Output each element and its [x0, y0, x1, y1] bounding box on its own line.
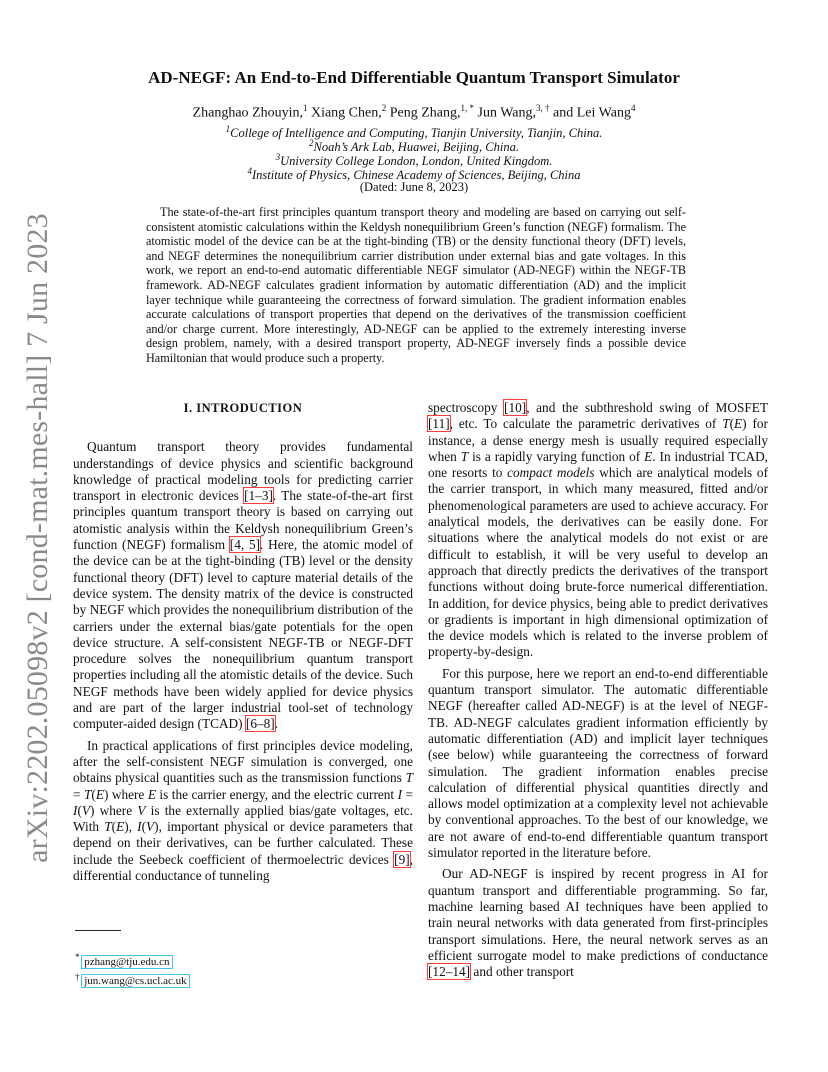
footnote-divider: [75, 930, 121, 931]
math-var: T: [722, 416, 730, 432]
text-run: ),: [124, 819, 138, 835]
math-var: T: [405, 770, 413, 786]
intro-paragraph-3: For this purpose, here we report an end-to-end differentiable quantum transport simulator. The automatic differentiable NEGF (hereafter called AD-NEGF) is at the level of NEGF-TB. AD-NEGF calculates gradient information efficiently by automatic differentiation (AD) and implicit layer techniques (see below) while guaranteeing the correctness of forward simulation. The gradient information enables precise calculation of differential physical quantities directly and allows model optimization at a complexity level not achievable by conventional approaches. To the best of our knowledge, we are not aware of end-to-end differentiable quantum transport simulator reported in the literature before.: [428, 665, 768, 861]
math-var: T: [460, 448, 469, 464]
author-affil-sup: 1: [302, 103, 308, 113]
footnote-1: [75, 950, 189, 970]
affiliation-sup: 2: [309, 138, 314, 148]
footnotes: [75, 950, 189, 989]
citation-link[interactable]: [4, 5]: [229, 537, 261, 553]
text-run: (: [141, 819, 147, 835]
footnote-2: [75, 970, 189, 990]
affiliation-text: Institute of Physics, Chinese Academy of Sciences, Beijing, China: [251, 168, 581, 183]
footnote-mark: †: [75, 971, 80, 982]
math-var: E: [644, 448, 653, 464]
text-run: ) for instance, a dense energy mesh is usually required especially when: [428, 416, 768, 464]
text-run: . In industrial TCAD, one resorts to: [428, 448, 768, 481]
math-var: E: [734, 416, 743, 432]
math-var: I: [73, 802, 78, 818]
affiliation-text: University College London, London, United Kingdom.: [280, 154, 553, 169]
affiliation-sup: 3: [275, 152, 281, 162]
text-run: Our AD-NEGF is inspired by recent progress in AI for quantum transport and differentiable programming. So far, machine learning based AI techniques have been applied to train neural networks with data generated from first-principles transport simulations. Here, the neural network serves as an efficient surrogate model to make predictions of conductance: [428, 866, 768, 963]
affiliation-sup: 1: [225, 124, 231, 134]
author-affil-sup: 2: [381, 103, 387, 113]
math-var: V: [137, 802, 146, 818]
math-var: I: [397, 786, 403, 802]
intro-paragraph-continued: [428, 400, 768, 661]
text-run: In practical applications of first principles device modeling, after the self-consistent NEGF simulation is converged, one obtains physical quantities such as the transmission functions: [73, 737, 413, 786]
math-var: V: [146, 819, 155, 835]
text-run: ) where: [103, 786, 148, 802]
citation-link[interactable]: [12–14]: [428, 964, 471, 980]
math-var: E: [147, 786, 156, 802]
dated-line: (Dated: June 8, 2023): [359, 180, 469, 194]
text-run: =: [402, 786, 414, 802]
author-name: and Lei Wang: [553, 105, 631, 121]
left-column: [73, 398, 413, 884]
math-var: T: [83, 786, 92, 802]
text-run: , and the subthreshold swing of MOSFET: [526, 400, 768, 415]
author-name: Zhanghao Zhouyin,: [192, 105, 303, 121]
email-link[interactable]: jun.wang@cs.ucl.ac.uk: [84, 975, 187, 988]
right-column: [428, 400, 768, 980]
text-run: Quantum transport theory provides fundamental understandings of device physics and scientific background knowledge of practical modeling tools for predicting carrier transport in electronic devices: [73, 439, 413, 504]
math-var: V: [81, 802, 90, 818]
abstract: The state-of-the-art first principles quantum transport theory and modeling are based on carrying out self-consistent atomistic calculations within the Keldysh nonequilibrium Green’s function (NEGF) formalism. The atomistic model of the device can be at the tight-binding (TB) or the density functional theory (DFT) levels, and NEGF determines the nonequilibrium carrier distribution under external bias and gate voltages. In this work, we report an end-to-end automatic differentiable NEGF simulator (AD-NEGF) within the NEGF-TB framework. AD-NEGF calculates gradient information by automatic differentiation (AD) and the implicit layer technique while guaranteeing the correctness of forward simulation. The gradient information enables accurate calculations of transport properties that depend on the derivatives of the transmission coefficient and/or charge current. More interestingly, AD-NEGF can be applied to the extremely interesting inverse design problem, namely, with a desired transport property, AD-NEGF inversely finds a possible device Hamiltonian that would produce such a property.: [146, 205, 686, 365]
author-name: Xiang Chen,: [310, 105, 382, 121]
affiliation-sup: 4: [247, 166, 252, 176]
text-run: (: [729, 416, 735, 432]
text-run: (: [111, 819, 117, 835]
text-run: ), important physical or device parameters that depend on their derivatives, can be further calculated. These include the Seebeck coefficient of thermoelectric devices: [73, 819, 413, 867]
paper-title: AD-NEGF: An End-to-End Differentiable Quantum Transport Simulator: [148, 68, 680, 87]
citation-link[interactable]: [10]: [504, 400, 527, 415]
text-run: which are analytical models of the carrier transport, in which many measured, fitted and/or phenomenological parameters are used to achieve accuracy. For analytical models, the derivatives can be easily done. For situations where the analytical models do not exist or are difficult to establish, it will be very useful to develop an approach that directly predicts the derivatives of the transport functions without doing brute-force numerical differentiation. In addition, for device physics, being able to predict derivatives or gradients is important in high dimensional optimization of the device models which is related to the inverse problem of property-by-design.: [428, 465, 768, 660]
citation-link[interactable]: [11]: [428, 416, 450, 432]
text-run: is the carrier energy, and the electric current: [155, 786, 398, 802]
text-run: (: [77, 802, 82, 818]
citation-link[interactable]: [1–3]: [244, 488, 273, 504]
math-var: I: [137, 819, 142, 835]
text-run: .: [274, 716, 279, 732]
author-name: Peng Zhang,: [389, 105, 461, 121]
author-affil-sup[interactable]: 3, †: [536, 103, 550, 113]
text-run: ) where: [90, 802, 138, 818]
arxiv-sidebar: [8, 213, 68, 863]
intro-paragraph-1: [73, 439, 413, 732]
intro-paragraph-2: [73, 738, 413, 885]
math-var: T: [104, 819, 112, 835]
text-run: spectroscopy: [428, 400, 505, 415]
text-run: , etc. To calculate the parametric derivatives of: [449, 416, 723, 432]
text-run: is the externally applied bias/gate voltages, etc. With: [73, 802, 414, 835]
text-run: is a rapidly varying function of: [468, 448, 645, 464]
text-run: . The state-of-the-art first principles quantum transport theory is based on carrying out atomistic analysis within the Keldysh nonequilibrium Green’s function (NEGF) formalism: [73, 488, 413, 553]
citation-link[interactable]: [6–8]: [245, 716, 275, 732]
affiliation-text: College of Intelligence and Computing, Tianjin University, Tianjin, China.: [230, 126, 603, 141]
text-run: (: [91, 786, 96, 802]
text-run: . Here, the atomic model of the device can be at the tight-binding (TB) level or the density functional theory (DFT) level to capture material details of the device system. The density matrix of the device is constructed by NEGF which provides the nonequilibrium distribution of the carriers under the external bias/gate potentials for the open device structure. A self-consistent NEGF-TB or NEGF-DFT procedure solves the nonequilibrium quantum transport properties including all the atomistic details of the device. Such NEGF methods have been widely applied for device physics and are part of the larger industrial tool-set of technology computer-aided design (TCAD): [73, 537, 413, 732]
email-link[interactable]: pzhang@tju.edu.cn: [84, 955, 170, 968]
author-list: [0, 103, 828, 122]
text-run: =: [73, 786, 84, 802]
affiliation-text: Noah’s Ark Lab, Huawei, Beijing, China.: [313, 140, 519, 155]
math-var: E: [95, 786, 104, 802]
footnote-mark: *: [75, 952, 80, 962]
emphasis: compact models: [507, 465, 595, 481]
math-var: E: [116, 819, 125, 835]
author-affil-sup[interactable]: 1, *: [460, 103, 474, 113]
section-heading: I. INTRODUCTION: [183, 401, 303, 415]
text-run: , differential conductance of tunneling: [73, 851, 413, 884]
arxiv-identifier: arXiv:2202.05098v2 [cond-mat.mes-hall] 7 Jun 2023: [21, 213, 54, 863]
author-name: Jun Wang,: [477, 105, 537, 121]
citation-link[interactable]: [9]: [394, 851, 410, 867]
intro-paragraph-4: [428, 866, 768, 980]
text-run: and other transport: [470, 964, 574, 980]
author-affil-sup: 4: [630, 103, 636, 113]
